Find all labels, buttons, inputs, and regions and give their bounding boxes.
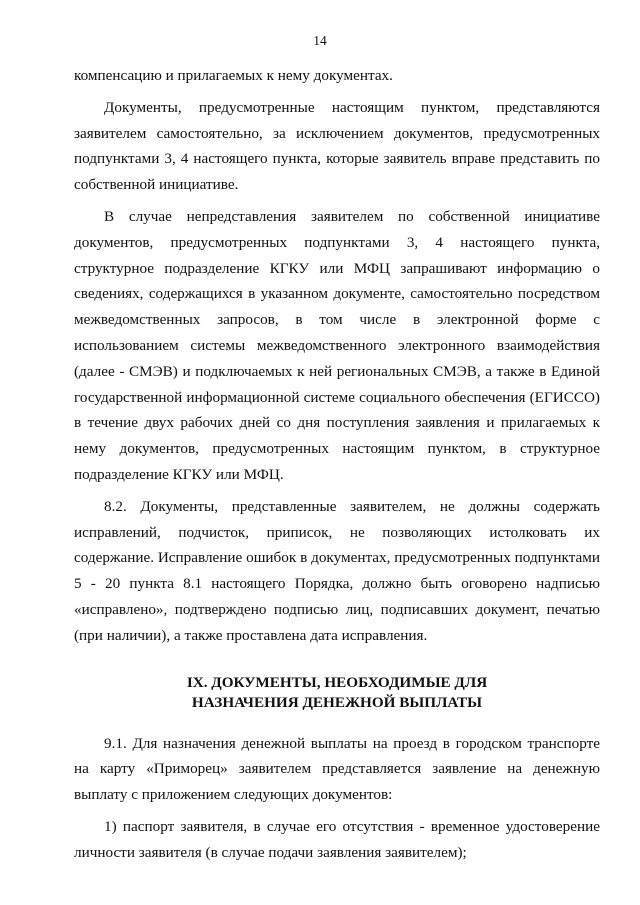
text-line: собственной инициативе. — [74, 176, 239, 194]
text-line: структурное подразделение КГКУ или МФЦ запрашивают информацию о — [74, 259, 600, 277]
text-line: подпунктами 3, 4 настоящего пункта, которые заявитель вправе представить по — [74, 150, 600, 168]
text-line: нему документов, предусмотренных настоящим пунктом, в структурное — [74, 440, 600, 458]
paragraph-8-2 — [74, 494, 600, 649]
text-line: содержание. Исправление ошибок в документах, предусмотренных подпунктами — [74, 549, 600, 567]
text-line: на карту «Приморец» заявителем представляется заявление на денежную — [74, 760, 600, 778]
paragraph-self-submission — [74, 95, 600, 198]
text-line: В случае непредставления заявителем по собственной инициативе — [104, 207, 600, 225]
text-line: выплату с приложением следующих документов: — [74, 786, 393, 804]
text-line: государственной информационной системе социального обеспечения (ЕГИССО) — [74, 388, 600, 406]
text-line: (при наличии), а также проставлена дата исправления. — [74, 626, 428, 644]
text-line: исправлений, подчисток, приписок, не позволяющих истолковать их — [74, 523, 600, 541]
paragraph-9-1 — [74, 731, 600, 808]
text-line: «исправлено», подтверждено подписью лиц, подписавших документ, печатью — [74, 600, 600, 618]
section-heading — [74, 673, 600, 713]
text-line: 1) паспорт заявителя, в случае его отсутствия - временное удостоверение — [104, 817, 600, 835]
heading-line: IX. ДОКУМЕНТЫ, НЕОБХОДИМЫЕ ДЛЯ — [186, 673, 488, 691]
text-line: подразделение КГКУ или МФЦ. — [74, 465, 284, 483]
text-line: (далее - СМЭВ) и подключаемых к ней региональных СМЭВ, а также в Единой — [74, 362, 600, 380]
paragraph-interagency-requests — [74, 204, 600, 488]
text-line: заявителем самостоятельно, за исключением документов, предусмотренных — [74, 124, 600, 142]
text-line: 8.2. Документы, представленные заявителем, не должны содержать — [104, 497, 600, 515]
text-line: межведомственных запросов, в том числе в электронной форме с — [74, 311, 600, 329]
document-body — [74, 63, 600, 866]
page-number: 14 — [313, 33, 327, 48]
text-line: сведениях, содержащихся в указанном документе, самостоятельно посредством — [74, 285, 600, 303]
text-line: документов, предусмотренных подпунктами 3, 4 настоящего пункта, — [74, 233, 600, 251]
text-line: личности заявителя (в случае подачи заявления заявителем); — [74, 843, 467, 861]
list-item-passport — [74, 814, 600, 866]
text-line: использованием системы межведомственного электронного взаимодействия — [74, 336, 600, 354]
text-line: 9.1. Для назначения денежной выплаты на проезд в городском транспорте — [104, 734, 600, 752]
text-line: Документы, предусмотренные настоящим пунктом, представляются — [104, 98, 600, 116]
text-line: в течение двух рабочих дней со дня поступления заявления и прилагаемых к — [74, 414, 600, 432]
paragraph-continuation — [74, 63, 600, 89]
text-line: 5 - 20 пункта 8.1 настоящего Порядка, должно быть оговорено надписью — [74, 575, 600, 593]
text-line: компенсацию и прилагаемых к нему документах. — [74, 67, 393, 84]
heading-line: НАЗНАЧЕНИЯ ДЕНЕЖНОЙ ВЫПЛАТЫ — [191, 693, 483, 711]
